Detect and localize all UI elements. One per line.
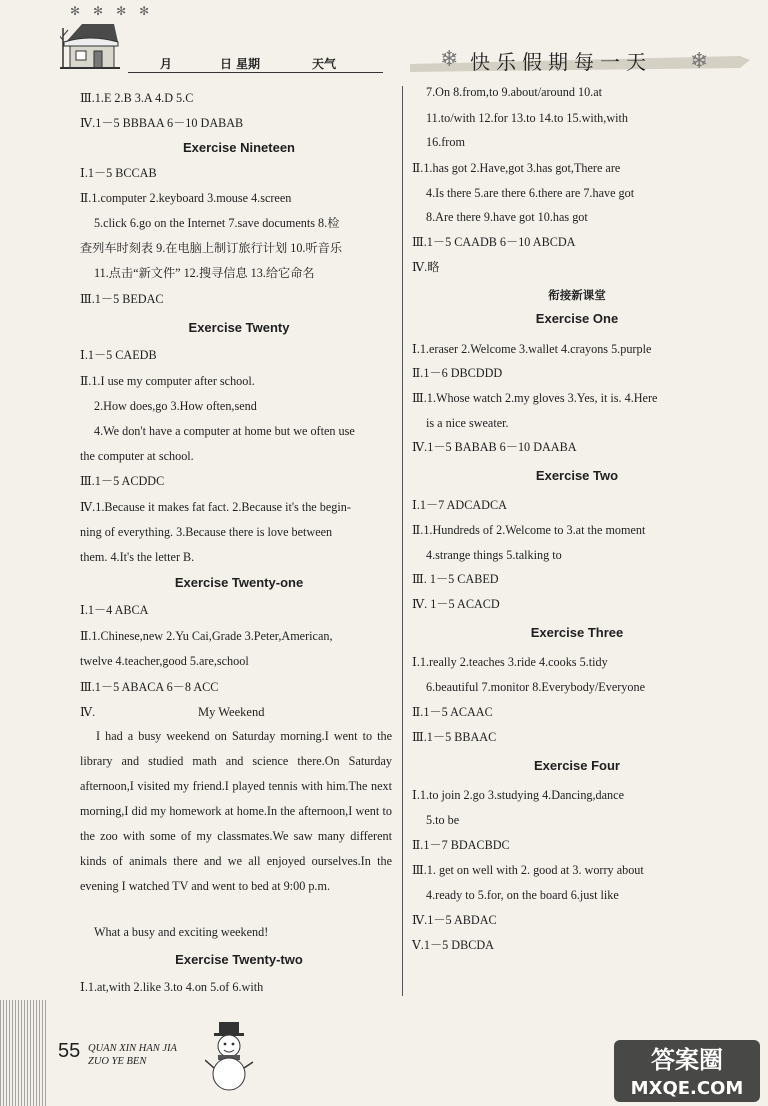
snow-house-icon xyxy=(60,18,120,70)
essay-closing: What a busy and exciting weekend! xyxy=(94,925,269,939)
answer-line: Ⅰ.1.really 2.teaches 3.ride 4.cooks 5.tidy xyxy=(412,655,608,669)
weather-label: 天气 xyxy=(312,57,337,71)
answer-line: Ⅲ.1－5 ACDDC xyxy=(80,474,165,488)
answer-line: Ⅰ.1.eraser 2.Welcome 3.wallet 4.crayons 5.purple xyxy=(412,342,652,356)
answer-line: 11.to/with 12.for 13.to 14.to 15.with,with xyxy=(426,111,628,125)
answer-line: Ⅲ.1－5 CAADB 6－10 ABCDA xyxy=(412,235,576,249)
answer-line: Ⅰ.1－4 ABCA xyxy=(80,603,149,617)
answer-line: Ⅳ.1.Because it makes fat fact. 2.Because it's the begin- xyxy=(80,500,351,514)
answer-line: Ⅲ.1－5 BEDAC xyxy=(80,292,164,306)
answer-line: 4.Is there 5.are there 6.there are 7.have got xyxy=(426,186,635,200)
answer-line: 8.Are there 9.have got 10.has got xyxy=(426,210,588,224)
watermark-top: 答案圈 xyxy=(651,1046,723,1074)
banner-title: 快乐假期每一天 xyxy=(470,50,652,74)
answer-line: Ⅴ.1－5 DBCDA xyxy=(412,938,494,952)
answer-line: 4.strange things 5.talking to xyxy=(426,548,562,562)
day-label: 日 xyxy=(220,57,233,71)
answer-line: Ⅲ. 1－5 CABED xyxy=(412,572,499,586)
answer-line: Ⅰ.1－5 BCCAB xyxy=(80,166,157,180)
section-heading: 衔接新课堂 xyxy=(548,288,606,302)
answer-line: is a nice sweater. xyxy=(426,416,509,430)
essay-title: My Weekend xyxy=(198,705,265,719)
exercise-heading: Exercise Twenty-one xyxy=(174,575,304,590)
exercise-heading: Exercise Twenty xyxy=(188,320,290,335)
answer-line: Ⅱ.1－7 BDACBDC xyxy=(412,838,510,852)
date-weather-line xyxy=(128,54,383,73)
edge-stripes xyxy=(0,1000,46,1106)
page-header xyxy=(0,0,768,82)
snowflake-decoration-icon: ✻ ✻ ✻ ✻ xyxy=(70,4,155,18)
exercise-heading: Exercise Four xyxy=(534,758,620,773)
page-number: 55 xyxy=(58,1040,81,1062)
answer-line: Ⅱ.1.Hundreds of 2.Welcome to 3.at the moment xyxy=(412,523,646,537)
book-title-footer xyxy=(88,1042,177,1068)
answer-line: ning of everything. 3.Because there is love between xyxy=(80,525,333,539)
answer-line: Ⅰ.1.to join 2.go 3.studying 4.Dancing,dance xyxy=(412,788,624,802)
answer-line: 5.click 6.go on the Internet 7.save documents 8.检 xyxy=(94,216,340,230)
exercise-heading: Exercise Two xyxy=(535,468,619,483)
answer-line: Ⅲ.1.Whose watch 2.my gloves 3.Yes, it is. 4.Here xyxy=(412,391,658,405)
answer-line: Ⅱ.1－5 ACAAC xyxy=(412,705,493,719)
answer-line: 5.to be xyxy=(426,813,460,827)
answer-line: Ⅳ.1－5 BABAB 6－10 DAABA xyxy=(412,440,577,454)
exercise-heading: Exercise Twenty-two xyxy=(175,952,303,967)
answer-line: 6.beautiful 7.monitor 8.Everybody/Everyone xyxy=(426,680,645,694)
column-divider xyxy=(402,86,403,996)
answer-line: Ⅰ.1－5 CAEDB xyxy=(80,348,157,362)
month-label: 月 xyxy=(160,57,173,71)
answer-line: 7.On 8.from,to 9.about/around 10.at xyxy=(426,85,603,99)
answer-line: Ⅱ.1.Chinese,new 2.Yu Cai,Grade 3.Peter,American, xyxy=(80,629,333,643)
exercise-heading: Exercise One xyxy=(535,311,619,326)
answer-line: Ⅳ.略 xyxy=(412,260,440,274)
answer-line: Ⅲ.1.E 2.B 3.A 4.D 5.C xyxy=(80,91,194,105)
answer-line: 4.We don't have a computer at home but we often use xyxy=(94,424,355,438)
answer-line: Ⅰ.1－7 ADCADCA xyxy=(412,498,507,512)
answer-line: Ⅳ. xyxy=(80,705,96,719)
answer-line: them. 4.It's the letter B. xyxy=(80,550,195,564)
answer-line: 11.点击“新文件” 12.搜寻信息 13.给它命名 xyxy=(94,266,315,280)
answer-line: Ⅲ.1－5 BBAAC xyxy=(412,730,497,744)
answer-line: 4.ready to 5.for, on the board 6.just like xyxy=(426,888,619,902)
answer-line: Ⅲ.1. get on well with 2. good at 3. worry about xyxy=(412,863,644,877)
snowflake-right-icon: ❄ xyxy=(690,48,709,73)
footer-line-2: ZUO YE BEN xyxy=(88,1056,147,1067)
essay-paragraph: I had a busy weekend on Saturday morning.I went to the library and studied math and science there.On Saturday afternoon,I visited my friend.I played tennis with him.The next morning,I did my homework at home.In the afternoon,I went to the zoo with some of my classmates.We saw many different kinds of animals there and we all enjoyed ourselves.In the evening I watched TV and went to bed at 9:00 p.m. xyxy=(80,729,392,893)
watermark-bottom: MXQE.COM xyxy=(630,1078,744,1099)
watermark-logo xyxy=(612,1038,762,1104)
exercise-heading: Exercise Three xyxy=(530,625,624,640)
answer-line: Ⅰ.1.at,with 2.like 3.to 4.on 5.of 6.with xyxy=(80,980,264,994)
answer-line: the computer at school. xyxy=(80,449,194,463)
answer-line: Ⅳ. 1－5 ACACD xyxy=(412,597,500,611)
footer-line-1: QUAN XIN HAN JIA xyxy=(88,1043,177,1054)
answer-line: Ⅳ.1－5 BBBAA 6－10 DABAB xyxy=(80,116,244,130)
answer-line: Ⅱ.1.I use my computer after school. xyxy=(80,374,255,388)
exercise-heading: Exercise Nineteen xyxy=(182,140,295,155)
answer-line: Ⅱ.1.has got 2.Have,got 3.has got,There are xyxy=(412,161,621,175)
answer-line: 2.How does,go 3.How often,send xyxy=(94,399,257,413)
answer-line: Ⅱ.1－6 DBCDDD xyxy=(412,366,503,380)
answer-line: Ⅳ.1－5 ABDAC xyxy=(412,913,497,927)
answer-line: twelve 4.teacher,good 5.are,school xyxy=(80,654,249,668)
answer-line: 16.from xyxy=(426,135,465,149)
weekday-label: 星期 xyxy=(236,57,261,71)
answer-line: 查列车时刻表 9.在电脑上制订旅行计划 10.听音乐 xyxy=(80,241,343,255)
answer-line: Ⅱ.1.computer 2.keyboard 3.mouse 4.screen xyxy=(80,191,292,205)
answer-line: Ⅲ.1－5 ABACA 6－8 ACC xyxy=(80,680,219,694)
snowman-icon xyxy=(205,1020,255,1092)
snowflake-left-icon: ❄ xyxy=(440,46,459,71)
